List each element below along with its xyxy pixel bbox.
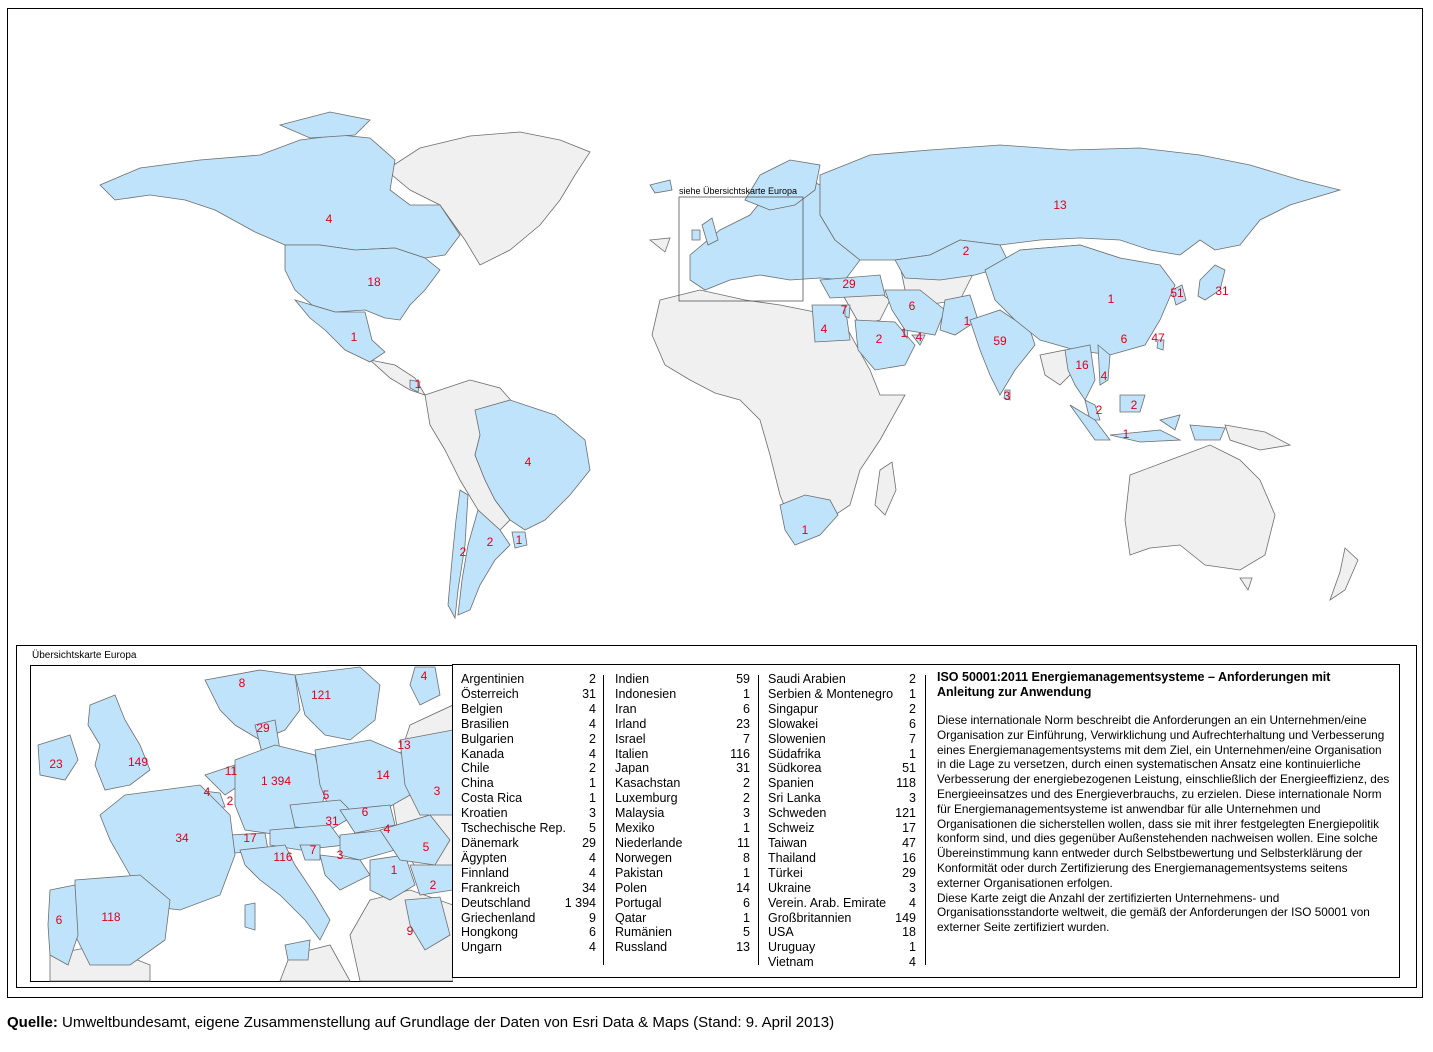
table-row	[768, 940, 916, 955]
table-row	[615, 925, 750, 940]
site-count: 34	[582, 880, 596, 895]
label-thailand: 16	[1075, 358, 1089, 372]
site-count: 1	[743, 910, 750, 925]
table-row	[461, 672, 596, 687]
table-row	[768, 955, 916, 970]
table-row	[615, 687, 750, 702]
country-name: Belgien	[461, 701, 503, 716]
eu-label-poland: 14	[376, 768, 390, 782]
table-row	[461, 836, 596, 851]
column-divider	[603, 675, 604, 965]
eu-label-bulgaria: 2	[429, 878, 437, 892]
table-row	[615, 896, 750, 911]
table-row	[615, 776, 750, 791]
table-row	[461, 702, 596, 717]
table-row	[768, 732, 916, 747]
column-divider	[758, 675, 759, 965]
site-count: 31	[736, 761, 750, 776]
country-name: Sri Lanka	[768, 791, 821, 806]
site-count: 6	[909, 716, 916, 731]
table-row	[768, 836, 916, 851]
table-row	[615, 836, 750, 851]
table-row	[768, 761, 916, 776]
country-name: Südafrika	[768, 746, 821, 761]
label-china: 1	[1107, 292, 1115, 306]
table-row	[615, 806, 750, 821]
table-row	[768, 791, 916, 806]
site-count: 116	[730, 746, 750, 761]
table-row	[461, 761, 596, 776]
label-uruguay: 1	[515, 533, 523, 547]
europe-inset-map	[30, 665, 453, 983]
eu-label-hungary: 4	[383, 822, 391, 836]
eu-label-ireland: 23	[49, 757, 63, 771]
country-name: Schweiz	[768, 821, 815, 836]
eu-label-portugal: 6	[55, 913, 63, 927]
country-name: Schweden	[768, 806, 827, 821]
table-row	[461, 866, 596, 881]
table-row	[768, 821, 916, 836]
eu-label-russia: 13	[397, 738, 411, 752]
site-count: 4	[909, 955, 916, 970]
site-count: 1	[909, 686, 916, 701]
site-count: 1	[743, 686, 750, 701]
europe-overview-label: siehe Übersichtskarte Europa	[679, 186, 798, 196]
label-taiwan: 47	[1151, 331, 1165, 345]
site-count: 17	[902, 821, 916, 836]
site-count: 5	[743, 925, 750, 940]
eu-label-uk: 149	[127, 755, 149, 769]
eu-label-sweden: 121	[310, 688, 332, 702]
site-count: 2	[589, 672, 596, 686]
table-row	[461, 851, 596, 866]
country-name: Griechenland	[461, 910, 536, 925]
label-kazakhstan: 2	[962, 244, 970, 258]
label-russia: 13	[1053, 198, 1067, 212]
eu-label-netherlands: 11	[224, 764, 238, 778]
table-row	[768, 925, 916, 940]
site-count: 7	[743, 731, 750, 746]
site-count: 23	[736, 716, 750, 731]
label-costa-rica: 1	[414, 377, 422, 391]
country-name: Irland	[615, 716, 647, 731]
table-row	[615, 821, 750, 836]
eu-label-croatia: 3	[336, 848, 344, 862]
table-row	[768, 717, 916, 732]
table-row	[461, 732, 596, 747]
eu-label-italy: 116	[273, 850, 293, 864]
country-name: Argentinien	[461, 672, 525, 686]
table-row	[615, 761, 750, 776]
eu-label-norway: 8	[238, 676, 246, 690]
table-row	[615, 672, 750, 687]
country-name: Norwegen	[615, 850, 672, 865]
country-name: USA	[768, 925, 794, 940]
country-name: Brasilien	[461, 716, 509, 731]
site-count: 1	[743, 821, 750, 836]
label-japan: 31	[1215, 284, 1229, 298]
label-brazil: 4	[524, 455, 532, 469]
site-count: 29	[582, 835, 596, 850]
site-count: 2	[909, 701, 916, 716]
site-count: 59	[736, 672, 750, 686]
country-name: Kanada	[461, 746, 505, 761]
eu-label-belgium: 4	[203, 785, 211, 799]
table-row	[768, 881, 916, 896]
site-count: 9	[589, 910, 596, 925]
site-count: 8	[743, 850, 750, 865]
column-divider	[925, 675, 926, 965]
site-count: 1	[743, 865, 750, 880]
country-name: Serbien & Montenegro	[768, 686, 894, 701]
eu-label-slovakia: 6	[361, 805, 369, 819]
iso-paragraph-2: Diese Karte zeigt die Anzahl der zertifizierten Unternehmens- und Organisationsstandorte weltweit, die gemäß der Anforderungen der ISO 50001 von externer Seite zertifiziert wurden.	[937, 890, 1370, 935]
eu-label-spain: 118	[101, 910, 121, 924]
eu-label-france: 34	[175, 831, 189, 845]
table-row	[461, 791, 596, 806]
country-name: Uruguay	[768, 940, 816, 955]
table-column-3	[768, 672, 916, 970]
label-sri-lanka: 3	[1003, 389, 1011, 403]
eu-label-greece: 9	[406, 924, 414, 938]
table-row	[615, 911, 750, 926]
table-row	[768, 672, 916, 687]
site-count: 14	[736, 880, 750, 895]
table-row	[615, 866, 750, 881]
site-count: 18	[902, 925, 916, 940]
eu-label-germany: 1 394	[260, 774, 292, 788]
site-count: 3	[589, 806, 596, 821]
iso-title: ISO 50001:2011 Energiemanagementsysteme – Anforderungen mit Anleitung zur Anwendung	[937, 670, 1331, 699]
site-count: 6	[743, 895, 750, 910]
europe-inset-title: Übersichtskarte Europa	[32, 650, 137, 661]
label-india: 59	[993, 334, 1007, 348]
table-column-2	[615, 672, 750, 955]
table-row	[461, 776, 596, 791]
country-name: Ukraine	[768, 880, 812, 895]
site-count: 16	[902, 850, 916, 865]
label-malaysia: 2	[1095, 403, 1103, 417]
table-row	[461, 925, 596, 940]
country-name: Japan	[615, 761, 650, 776]
site-count: 4	[589, 716, 596, 731]
table-row	[461, 747, 596, 762]
site-count: 118	[896, 776, 916, 791]
country-name: Rumänien	[615, 925, 672, 940]
eu-label-finland: 4	[420, 669, 428, 683]
table-row	[768, 896, 916, 911]
country-name: Ägypten	[461, 850, 507, 865]
label-turkey: 29	[842, 277, 856, 291]
table-row	[768, 687, 916, 702]
label-israel: 7	[840, 303, 848, 317]
site-count: 4	[589, 940, 596, 955]
site-count: 3	[743, 806, 750, 821]
country-name: Luxemburg	[615, 791, 678, 806]
table-row	[615, 717, 750, 732]
table-row	[615, 702, 750, 717]
label-saudi-arabia: 2	[875, 332, 883, 346]
site-count: 31	[582, 686, 596, 701]
table-row	[615, 732, 750, 747]
table-row	[768, 776, 916, 791]
table-row	[768, 851, 916, 866]
country-name: Kroatien	[461, 806, 508, 821]
site-count: 4	[589, 865, 596, 880]
country-name: Österreich	[461, 686, 519, 701]
country-name: Italien	[615, 746, 649, 761]
site-count: 2	[743, 776, 750, 791]
source-line	[7, 1014, 834, 1031]
country-name: Malaysia	[615, 806, 665, 821]
label-canada: 4	[325, 212, 333, 226]
eu-label-ukraine: 3	[433, 784, 441, 798]
eu-label-denmark: 29	[256, 721, 270, 735]
country-name: Bulgarien	[461, 731, 514, 746]
site-count: 7	[909, 731, 916, 746]
country-name: Südkorea	[768, 761, 822, 776]
country-name: Taiwan	[768, 835, 807, 850]
country-name: Saudi Arabien	[768, 672, 846, 686]
site-count: 5	[589, 821, 596, 836]
country-name: Kasachstan	[615, 776, 681, 791]
country-name: Pakistan	[615, 865, 663, 880]
site-count: 121	[895, 806, 916, 821]
country-name: Mexiko	[615, 821, 655, 836]
site-count: 2	[909, 672, 916, 686]
site-count: 13	[736, 940, 750, 955]
eu-label-czech: 5	[322, 788, 330, 802]
site-count: 6	[589, 925, 596, 940]
table-row	[768, 702, 916, 717]
table-row	[461, 881, 596, 896]
site-count: 51	[902, 761, 916, 776]
table-row	[615, 747, 750, 762]
label-vietnam: 4	[1100, 369, 1108, 383]
legend-panel	[452, 664, 1400, 978]
eu-label-slovenia: 7	[309, 843, 317, 857]
country-name: Hongkong	[461, 925, 518, 940]
site-count: 2	[743, 791, 750, 806]
country-name: Indien	[615, 672, 650, 686]
label-south-africa: 1	[801, 523, 809, 537]
country-name: Slowenien	[768, 731, 826, 746]
country-name: Qatar	[615, 910, 647, 925]
table-row	[615, 791, 750, 806]
label-argentina: 2	[486, 535, 494, 549]
country-name: Thailand	[768, 850, 816, 865]
table-row	[768, 806, 916, 821]
table-row	[615, 881, 750, 896]
country-name: Singapur	[768, 701, 819, 716]
site-count: 1	[909, 940, 916, 955]
label-uae: 4	[915, 330, 923, 344]
label-egypt: 4	[820, 322, 828, 336]
label-chile: 2	[459, 545, 467, 559]
country-name: Slowakei	[768, 716, 819, 731]
iso-paragraph-1: Diese internationale Norm beschreibt die Anforderungen an ein Unternehmen/eine Organisation zur Einführung, Verwirklichung und Aufrechterhaltung und Verbesserung eines Energiemanagementsystems mit dem Ziel, ein Unternehmen/eine Organisation in die Lage zu versetzen, durch einen systematischen Ansatz eine kontinuierliche Verbesserung der energiebezogenen Leistung, einschließlich der Energieeffizienz, des Energieeinsatzes und des Energieverbrauchs, zu erzielen. Diese internationale Norm für Energiemanagementsysteme ist anwendbar für alle Unternehmen und Organisationen die sicherstellen wollen, dass sie mit ihrer festgelegten Energiepolitik konform sind, und dies gegenüber Außenstehenden nachweisen wollen. Eine solche Übereinstimmung kann entweder durch Selbstbewertung und Selbsterklärung der Konformität oder durch Zertifizierung des Energiemanagementsystems seitens externer Organisationen erfolgen.	[937, 713, 1390, 890]
table-row	[461, 717, 596, 732]
table-row	[461, 687, 596, 702]
table-row	[768, 866, 916, 881]
label-south-korea: 51	[1170, 286, 1184, 300]
table-row	[768, 747, 916, 762]
site-count: 4	[589, 701, 596, 716]
eu-label-switzerland: 17	[243, 831, 257, 845]
country-name: Portugal	[615, 895, 662, 910]
country-name: Großbritannien	[768, 910, 852, 925]
site-count: 2	[589, 731, 596, 746]
country-name: Türkei	[768, 865, 803, 880]
source-text: Umweltbundesamt, eigene Zusammenstellung auf Grundlage der Daten von Esri Data & Maps (Stand: 9. April 2013)	[57, 1014, 835, 1031]
table-row	[615, 851, 750, 866]
country-name: Costa Rica	[461, 791, 523, 806]
country-name: Tschechische Rep.	[461, 821, 566, 836]
eu-label-serbia: 1	[390, 863, 398, 877]
label-pakistan: 1	[963, 314, 971, 328]
label-singapore: 2	[1130, 398, 1138, 412]
table-column-1	[461, 672, 596, 955]
source-label: Quelle:	[7, 1014, 58, 1031]
table-row	[461, 806, 596, 821]
country-name: Israel	[615, 731, 646, 746]
table-row	[461, 896, 596, 911]
label-iran: 6	[908, 299, 916, 313]
eu-label-luxembourg: 2	[226, 794, 234, 808]
site-count: 29	[902, 865, 916, 880]
label-mexico: 1	[350, 330, 358, 344]
country-name: Niederlande	[615, 835, 683, 850]
table-row	[768, 911, 916, 926]
site-count: 4	[589, 850, 596, 865]
country-name: Verein. Arab. Emirate	[768, 895, 887, 910]
site-count: 4	[589, 746, 596, 761]
country-name: Frankreich	[461, 880, 521, 895]
table-row	[461, 940, 596, 955]
label-usa: 18	[367, 275, 381, 289]
country-name: Spanien	[768, 776, 814, 791]
site-count: 1	[589, 791, 596, 806]
table-row	[461, 911, 596, 926]
site-count: 4	[909, 895, 916, 910]
site-count: 1 394	[564, 895, 596, 910]
label-hongkong: 6	[1120, 332, 1128, 346]
country-name: Deutschland	[461, 895, 531, 910]
country-name: Indonesien	[615, 686, 677, 701]
label-indonesia: 1	[1122, 427, 1130, 441]
site-count: 1	[909, 746, 916, 761]
eu-label-romania: 5	[422, 840, 430, 854]
site-count: 2	[589, 761, 596, 776]
site-count: 1	[589, 776, 596, 791]
iso-description	[937, 713, 1392, 935]
site-count: 149	[895, 910, 916, 925]
country-name: Iran	[615, 701, 637, 716]
country-name: Vietnam	[768, 955, 814, 970]
country-name: Chile	[461, 761, 490, 776]
country-name: Dänemark	[461, 835, 519, 850]
country-name: Polen	[615, 880, 647, 895]
eu-label-austria: 31	[325, 814, 339, 828]
country-name: Ungarn	[461, 940, 502, 955]
site-count: 6	[743, 701, 750, 716]
country-name: Finnland	[461, 865, 509, 880]
site-count: 47	[902, 835, 916, 850]
label-qatar: 1	[900, 326, 908, 340]
country-name: China	[461, 776, 494, 791]
table-row	[461, 821, 596, 836]
site-count: 11	[737, 835, 750, 850]
site-count: 3	[909, 880, 916, 895]
table-row	[615, 940, 750, 955]
site-count: 3	[909, 791, 916, 806]
country-name: Russland	[615, 940, 668, 955]
